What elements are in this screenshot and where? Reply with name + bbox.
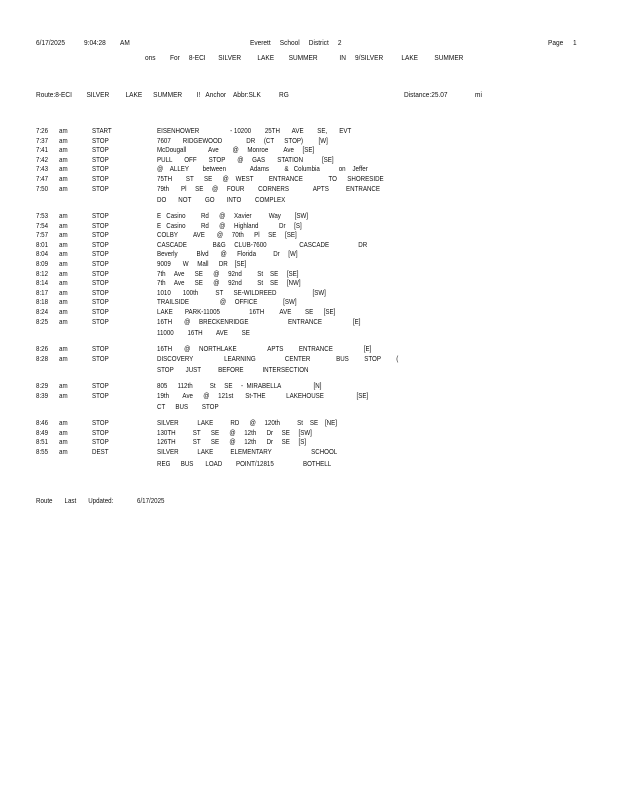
stop-time: 8:14: [36, 278, 49, 288]
stop-ampm: am: [59, 353, 68, 363]
stop-type: STOP: [92, 135, 109, 145]
footer-date: 6/17/2025: [137, 496, 165, 505]
stop-description: 130TH ST SE @ 12th Dr SE [SW]: [157, 427, 312, 437]
stop-row: [0, 381, 618, 390]
stop-type: STOP: [92, 259, 109, 268]
stop-type: STOP: [92, 390, 109, 400]
stop-description: DISCOVERY LEARNING CENTER BUS STOP (: [157, 353, 399, 363]
stop-ampm: am: [59, 220, 68, 230]
stop-row: [0, 391, 618, 400]
stop-ampm: am: [59, 278, 68, 288]
stop-type: STOP: [92, 297, 109, 307]
stop-type: STOP: [92, 183, 109, 193]
stop-type: STOP: [92, 230, 109, 240]
stop-note: 11000 16TH AVE SE: [157, 328, 250, 338]
stop-row: [0, 437, 618, 446]
stop-time: 7:43: [36, 164, 49, 174]
stop-description: 1010 100th ST SE-WILDREED [SW]: [157, 287, 326, 297]
stop-row: [0, 126, 618, 135]
stop-type: STOP: [92, 145, 109, 155]
stop-type: STOP: [92, 154, 109, 164]
stop-ampm: am: [59, 287, 68, 297]
report-subtitle: ons For 8-ECI SILVER LAKE SUMMER IN 9/SILVER LAKE SUMMER: [145, 53, 464, 62]
stop-description: 16TH @ NORTHLAKE APTS ENTRANCE [E]: [157, 344, 372, 353]
stop-time: 7:50: [36, 183, 49, 193]
stop-type: STOP: [92, 249, 109, 259]
stop-type: START: [92, 126, 112, 135]
stop-description: 7th Ave SE @ 92nd St SE [SE]: [157, 268, 299, 278]
stop-ampm: am: [59, 230, 68, 240]
stop-row: [0, 344, 618, 353]
stop-time: 8:46: [36, 418, 49, 427]
stop-ampm: am: [59, 418, 68, 427]
stop-type: STOP: [92, 316, 109, 326]
stop-description: McDougall Ave @ Monroe Ave [SE]: [157, 145, 315, 155]
stop-row: [0, 278, 618, 287]
stop-row: [0, 145, 618, 154]
stop-ampm: am: [59, 390, 68, 400]
stop-ampm: am: [59, 268, 68, 278]
stop-time: 8:51: [36, 437, 49, 447]
stop-time: 8:25: [36, 316, 49, 326]
stop-time: 8:01: [36, 239, 49, 249]
stop-time: 8:24: [36, 307, 49, 316]
report-date: 6/17/2025: [36, 38, 66, 47]
stop-description: 79th Pl SE @ FOUR CORNERS APTS ENTRANCE: [157, 183, 381, 193]
stop-time: 8:28: [36, 353, 49, 363]
stop-ampm: am: [59, 164, 68, 174]
stop-row: [0, 230, 618, 239]
stop-description: 19th Ave @ 121st St-THE LAKEHOUSE [SE]: [157, 390, 369, 400]
stop-row: [0, 307, 618, 316]
stop-type: DEST: [92, 446, 109, 456]
stop-type: STOP: [92, 307, 109, 316]
stop-ampm: am: [59, 174, 68, 183]
stop-time: 7:26: [36, 126, 49, 135]
stop-row: [0, 297, 618, 306]
stop-description: 805 112th St SE - MIRABELLA [N]: [157, 381, 322, 390]
stop-description: 75TH ST SE @ WEST ENTRANCE TO SHORESIDE: [157, 174, 384, 183]
stop-description: SILVER LAKE ELEMENTARY SCHOOL: [157, 446, 338, 456]
stop-ampm: am: [59, 135, 68, 145]
stop-ampm: am: [59, 259, 68, 268]
stop-ampm: am: [59, 381, 68, 390]
stop-ampm: am: [59, 446, 68, 456]
stop-type: STOP: [92, 437, 109, 447]
stop-type: STOP: [92, 174, 109, 183]
stop-row: [0, 136, 618, 145]
stop-row: [0, 155, 618, 164]
stop-ampm: am: [59, 249, 68, 259]
stop-description: 7th Ave SE @ 92nd St SE [NW]: [157, 278, 301, 288]
stop-row: [0, 211, 618, 220]
stop-ampm: am: [59, 145, 68, 155]
stop-note: STOP JUST BEFORE INTERSECTION: [157, 365, 309, 375]
stop-ampm: am: [59, 154, 68, 164]
stop-type: STOP: [92, 353, 109, 363]
stop-time: 8:29: [36, 381, 49, 390]
stop-row: [0, 418, 618, 427]
stop-time: 7:54: [36, 220, 49, 230]
stop-ampm: am: [59, 297, 68, 307]
distance-unit: mi: [475, 90, 482, 99]
stop-time: 7:47: [36, 174, 49, 183]
stop-row: [0, 184, 618, 193]
stop-row: [0, 221, 618, 230]
stop-type: STOP: [92, 381, 109, 390]
stop-note: CT BUS STOP: [157, 402, 219, 412]
stop-ampm: am: [59, 126, 68, 135]
stop-row: [0, 354, 618, 363]
stop-time: 8:17: [36, 287, 49, 297]
stop-description: E Casino Rd @ Xavier Way [SW]: [157, 211, 308, 220]
stop-description: @ ALLEY between Adams & Columbia on Jeffer: [157, 164, 368, 174]
stop-description: Beverly Blvd @ Florida Dr [W]: [157, 249, 298, 259]
stop-type: STOP: [92, 427, 109, 437]
stop-row: [0, 164, 618, 173]
stop-description: COLBY AVE @ 70th Pl SE [SE]: [157, 230, 297, 240]
stop-ampm: am: [59, 344, 68, 353]
route-distance: Distance:25.07: [404, 90, 448, 99]
stop-time: 7:42: [36, 154, 49, 164]
stop-time: 7:53: [36, 211, 49, 220]
stop-type: STOP: [92, 418, 109, 427]
page-number: 1: [573, 38, 577, 47]
stop-row: [0, 447, 618, 456]
stop-row: [0, 259, 618, 268]
route-line: Route:8-ECI SILVER LAKE SUMMER I! Anchor Abbr:SLK RG: [36, 90, 289, 99]
stop-ampm: am: [59, 307, 68, 316]
stop-description: TRAILSIDE @ OFFICE [SW]: [157, 297, 297, 307]
stop-row: [0, 428, 618, 437]
stop-time: 8:26: [36, 344, 49, 353]
stop-description: 9009 W Mall DR [SE]: [157, 259, 247, 268]
stop-time: 7:41: [36, 145, 49, 155]
stop-ampm: am: [59, 427, 68, 437]
stop-note: DO NOT GO INTO COMPLEX: [157, 195, 286, 205]
stop-type: STOP: [92, 164, 109, 174]
stop-description: E Casino Rd @ Highland Dr [S]: [157, 220, 302, 230]
report-ampm: AM: [120, 38, 130, 47]
stop-time: 8:49: [36, 427, 49, 437]
stop-ampm: am: [59, 239, 68, 249]
stop-description: 16TH @ BRECKENRIDGE ENTRANCE [E]: [157, 316, 361, 326]
stop-description: EISENHOWER - 10200 25TH AVE SE, EVT: [157, 126, 352, 135]
report-time: 9:04:28: [84, 38, 106, 47]
stop-time: 7:57: [36, 230, 49, 240]
stop-type: STOP: [92, 268, 109, 278]
stop-ampm: am: [59, 316, 68, 326]
stop-type: STOP: [92, 344, 109, 353]
stop-description: PULL OFF STOP @ GAS STATION [SE]: [157, 154, 334, 164]
stop-time: 7:37: [36, 135, 49, 145]
stop-time: 8:18: [36, 297, 49, 307]
footer-label: Route Last Updated:: [36, 496, 114, 505]
stop-time: 8:12: [36, 268, 49, 278]
page-label: Page: [548, 38, 564, 47]
stop-time: 8:55: [36, 446, 49, 456]
stop-ampm: am: [59, 211, 68, 220]
stop-row: [0, 174, 618, 183]
stop-time: 8:39: [36, 390, 49, 400]
stop-row: [0, 269, 618, 278]
stop-time: 8:04: [36, 249, 49, 259]
stop-type: STOP: [92, 278, 109, 288]
stop-row: [0, 288, 618, 297]
stop-ampm: am: [59, 437, 68, 447]
stop-description: LAKE PARK-11005 16TH AVE SE [SE]: [157, 307, 336, 316]
stop-type: STOP: [92, 287, 109, 297]
stop-description: 126TH ST SE @ 12th Dr SE [S]: [157, 437, 307, 447]
district-name: Everett School District 2: [250, 38, 342, 47]
stop-description: CASCADE B&G CLUB-7600 CASCADE DR: [157, 239, 368, 249]
stop-note: REG BUS LOAD POINT/12815 BOTHELL: [157, 458, 332, 468]
stop-type: STOP: [92, 211, 109, 220]
stop-ampm: am: [59, 183, 68, 193]
stop-row: [0, 249, 618, 258]
stop-type: STOP: [92, 239, 109, 249]
stop-row: [0, 240, 618, 249]
stop-type: STOP: [92, 220, 109, 230]
stop-row: [0, 317, 618, 326]
stop-time: 8:09: [36, 259, 49, 268]
stop-description: 7607 RIDGEWOOD DR (CT STOP) [W]: [157, 135, 328, 145]
stop-description: SILVER LAKE RD @ 120th St SE [NE]: [157, 418, 337, 427]
